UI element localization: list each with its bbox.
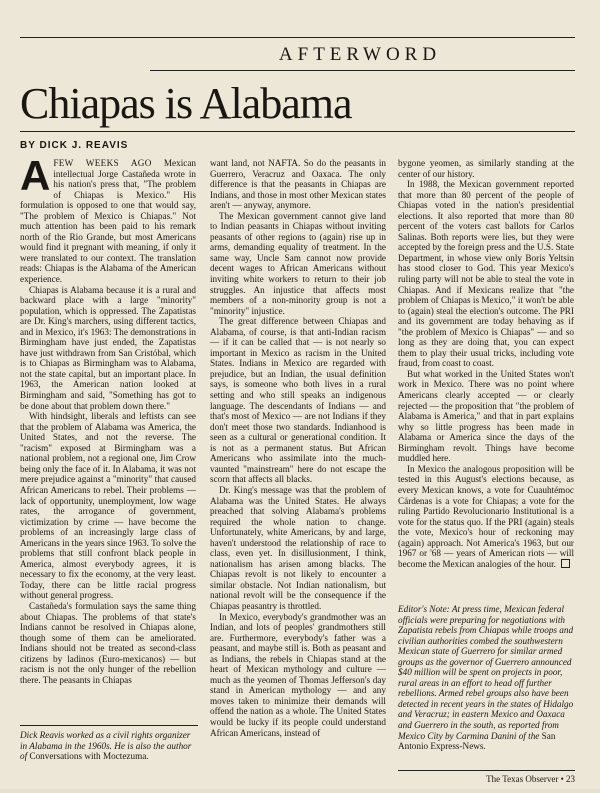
paragraph: Dr. King's message was that the problem of Alabama was the United States. He always preached that solving Alabama's problems required the whole nation to change. Unfortunately, white Americans, by and large, haven't understood the relationship of race to class, even yet. In disillusionment, I think, nationalism has arisen among blacks. The Chiapas revolt is not likely to encounter a similar obstacle. Not Indian nationalism, but national revolt will be the consequence if the Chiapas peasantry is throttled. <box>210 484 386 611</box>
newspaper-name: San Antonio Express-News <box>398 730 556 752</box>
paragraph-text: In Mexico the analogous proposition will be tested in this August's elections because, as every Mexican knows, a vote for Cuauhtémoc Cárdenas is a vote for Chiapas; a vote for the ruling Partido Revolucionario Institutional is a vote for the status quo. If the PRI (again) steals the vote, Mexico's hour of reckoning may (again) approach. Not America's 1963, but our 1967 or '68 — years of American riots — will become the Mexican analogies of the hour. <box>398 463 574 569</box>
top-rule <box>20 37 575 38</box>
column-1 <box>20 152 196 721</box>
paragraph-text: Mexican intellectual Jorge Castañeda wrote in his nation's press that, "The problem of Chiapas is Mexico." His formulation is opposed to one that would say, "The problem of Mexico is Chiapas." Not much attention has been paid to his remark north of the Rio Grande, but most Americans would find it pregnant with meaning, if only it were translated to our context. The translation reads: Chiapas is the Alabama of the American experience. <box>20 158 196 285</box>
book-title: Conversations with Moctezuma <box>29 751 147 761</box>
column-2 <box>210 158 386 793</box>
editors-note-text: At press time, Mexican federal officials were preparing for negotiations with Zapatista rebels from Chiapas while troops and civilian authorities combed the southwestern Mexican state of Guerrero for similar armed groups as the governor of Guerrero announced $40 million will be spent on projects in poor, rural areas in an effort to head off further rebellions. Armed rebel groups also have been detected in recent years in the states of Hidalgo and Veracruz; in eastern Mexico and Oaxaca and Guerrero in the south, as reported from Mexico City by Carmina Danini of the <box>398 604 574 741</box>
section-heading: AFTERWORD <box>278 44 442 65</box>
bio-end: . <box>146 751 149 761</box>
paragraph: The great difference between Chiapas and Alabama, of course, is that anti-Indian racism — if it can be called that — is not nearly so important in Mexico as racism in the United States. Indians in Mexico are regarded with prejudice, but an Indian, the usual definition says, is someone who both lives in a rural setting and who still speaks an indigenous language. The descendants of Indians — and that's most of Mexico — are not Indians if they don't meet those two standards. Indianhood is seen as a cultural or generational condition. It is not as a permanent status. But African Americans who assimilate into the much-vaunted "mainstream" here do not escape the scorn that affects all blacks. <box>210 316 386 485</box>
paragraph: In Mexico, everybody's grandmother was an Indian, and lots of peoples' grandmothers still are. Furthermore, everybody's father was a peasant, and maybe still is. Both as peasant and as Indians, the rebels in Chiapas stand at the heart of Mexican mythology and culture — much as the yeomen of Thomas Jefferson's day stand in American mythology — and any moves taken to minimize their demands will offend the nation as a whole. The United States would be lucky if its people could understand African Americans, instead of <box>210 611 386 738</box>
article-title: Chiapas is Alabama <box>20 79 352 128</box>
paragraph: But what worked in the United States won't work in Mexico. There was no point where Americans clearly accepted — or clearly rejected — the proposition that "the problem of Alabama is America," and that in part explains why so little progress has been made in Alabama or America since the days of the Birmingham revolt. Things have become muddled here. <box>398 368 574 464</box>
editors-note <box>398 604 574 752</box>
drop-cap: A <box>20 152 51 199</box>
bio-rule <box>20 725 198 726</box>
paragraph: The Mexican government cannot give land to Indian peasants in Chiapas without inviting peasants of other regions to (again) rise up in arms, demanding equality of treatment. In the same way, Uncle Sam cannot now provide decent wages to African Americans without inviting white workers to return to their job struggles. An injustice that affects most members of a non-minority group is not a "minority" injustice. <box>210 210 386 316</box>
paragraph: Castañeda's formulation says the same thing about Chiapas. The problems of that state's Indians cannot be resolved in Chiapas alone, though some of them can be ameliorated. Indians should not be treated as second-class citizens by ladinos (Euro-mexicanos) — but racism is not the only hunger of the rebellion there. The peasants in Chiapas <box>20 600 196 685</box>
bio-text: Dick Reavis worked as a civil rights organizer in Alabama in the 1960s. He is also the author of <box>20 730 192 761</box>
title-rule <box>20 131 575 132</box>
footer-rule <box>398 770 575 771</box>
editors-note-label: Editor's Note: <box>398 604 450 614</box>
page-footer: The Texas Observer • 23 <box>486 774 575 784</box>
paragraph: With hindsight, liberals and leftists can see that the problem of Alabama was America, the United States, and not the reverse. The "racism" exposed at Birmingham was a national problem, not a regional one, Jim Crow being only the face of it. In Alabama, it was not mere prejudice against a "minority" that caused African Americans to rebel. Their problems — lack of opportunity, unemployment, low wage rates, the arrogance of government, victimization by crime — have become the problems of an increasingly large class of Americans in the years since 1963. To solve the problems that still confront black people in America, almost everybody agrees, it is necessary to fix the economy, at the very least. Today, there can be little racial progress without general progress. <box>20 411 196 601</box>
paragraph: In 1988, the Mexican government reported that more than 80 percent of the people of Chiapas voted in the nation's presidential elections. It also reported that more than 80 percent of the voters cast ballots for Carlos Salinas. Both reports were lies, but they were accepted by the foreign press and the U.S. State Department, in whose view only Boris Yeltsin has stood closer to God. This year Mexico's ruling party will not be able to steal the vote in Chiapas. And if Mexicans realize that "the problem of Chiapas is Mexico," it won't be able to (again) steal the election's outcome. The PRI and its government are today behaving as if "the problem of Mexico is Chiapas" — and so long as they are doing that, you can expect them to play their usual tricks, including vote fraud, from coast to coast. <box>398 179 574 369</box>
author-bio <box>20 730 196 762</box>
lead-in: FEW WEEKS AGO <box>53 158 152 168</box>
paragraph <box>398 464 574 569</box>
byline: BY DICK J. REAVIS <box>20 140 129 151</box>
paragraph: want land, not NAFTA. So do the peasants in Guerrero, Veracruz and Oaxaca. The only difference is that the peasants in Chiapas are Indians, and those in most other Mexican states aren't — anyway, anymore. <box>210 158 386 211</box>
paragraph <box>20 152 196 285</box>
editors-note-end: . <box>483 741 486 752</box>
paragraph: bygone yeomen, as similarly standing at the center of our history. <box>398 158 574 179</box>
section-rule <box>150 70 575 71</box>
end-mark-icon <box>561 559 570 568</box>
paragraph: Chiapas is Alabama because it is a rural and backward place with a large "minority" population, which is oppressed. The Zapatistas are Dr. King's marchers, using different tactics, and in Mexico, it's 1963: The demonstrations in Birmingham have just ended, the Zapatistas have just withdrawn from San Cristóbal, which is to Chiapas as Birmingham was to Alabama, not the state capital, but an important place. In 1963, the American nation looked at Birmingham and said, "Something has got to be done about that problem down there." <box>20 284 196 411</box>
